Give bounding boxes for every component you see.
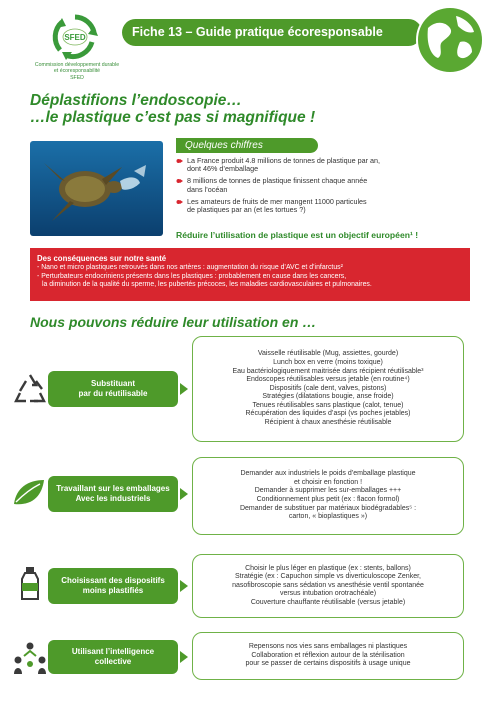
section-title: Nous pouvons réduire leur utilisation en … xyxy=(30,314,317,330)
logo-text: SFED xyxy=(64,33,86,42)
fiche-banner: Fiche 13 – Guide pratique écoresponsable xyxy=(122,19,422,46)
bullet-icon xyxy=(176,158,183,164)
strategy-item: Vaisselle réutilisable (Mug, assiettes, gourde) xyxy=(257,350,399,358)
strategy-item: Demander de substituer par matériaux biodégradables⁵ : xyxy=(239,504,417,512)
strategy-item: Demander aux industriels le poids d’emballage plastique xyxy=(240,470,416,478)
strategy-item: Eau bactériologiquement maitrisée dans récipient réutilisable³ xyxy=(232,367,424,375)
strategy-item: pour se passer de certains dispositifs à usage unique xyxy=(245,660,411,668)
label-line: Choisissant des dispositifs xyxy=(61,576,165,585)
label-line: collective xyxy=(94,657,132,666)
fact-item xyxy=(176,177,476,194)
health-line: - Nano et micro plastiques retrouvés dans nos artères : augmentation du risque d’AVC et d’infarctus² xyxy=(37,264,343,271)
strategy-box-collective xyxy=(192,632,464,680)
fact-line: Les amateurs de fruits de mer mangent 11000 particules xyxy=(187,196,367,206)
arrow-icon xyxy=(180,383,188,395)
leaf-icon xyxy=(10,474,46,510)
strategy-label-packaging xyxy=(48,476,178,512)
health-line: - Perturbateurs endocriniens présents dans les plastiques : probablement en cause dans les cancers, xyxy=(37,272,347,280)
strategy-item: Récupération des liquides d’aspi (vs poches jetables) xyxy=(245,410,411,418)
health-consequences-box xyxy=(30,248,470,301)
strategy-item: versus intubation orotrachéale) xyxy=(279,590,377,598)
arrow-icon xyxy=(180,580,188,592)
organization-name xyxy=(12,62,142,81)
bullet-icon xyxy=(176,178,183,184)
facts-heading: Quelques chiffres xyxy=(176,138,318,153)
strategy-item: Stratégies (dilatations bougie, anse froide) xyxy=(262,393,394,401)
fact-line: dans l’océan xyxy=(187,184,228,194)
facts-list xyxy=(176,157,476,218)
team-icon xyxy=(12,640,48,676)
strategy-item: Demander à supprimer les sur-emballages +++ xyxy=(254,487,402,495)
fact-line: dont 46% d’emballage xyxy=(187,164,259,174)
globe-icon xyxy=(416,6,484,74)
title-line-1: Déplastifions l’endoscopie… xyxy=(30,92,242,109)
main-title xyxy=(30,92,470,126)
recycle-icon xyxy=(12,371,48,407)
strategy-label-collective xyxy=(48,640,178,674)
label-line: Substituant xyxy=(91,379,135,388)
fact-item xyxy=(176,157,476,174)
strategy-item: Dispositifs (cale dent, valves, pistons) xyxy=(269,384,387,392)
strategy-item: Endoscopes réutilisables versus jetable (en routine⁴) xyxy=(246,376,410,384)
strategy-item: Choisir le plus léger en plastique (ex : stents, ballons) xyxy=(245,564,411,572)
strategy-item: nasofibroscopie sans sédation vs anesthésie ventil spontanée xyxy=(232,581,424,589)
fact-line: La France produit 4.8 millions de tonnes de plastique par an, xyxy=(187,156,380,165)
strategy-box-devices xyxy=(192,554,464,618)
label-line: Utilisant l’intelligence xyxy=(71,647,155,656)
strategy-item: Collaboration et réflexion autour de la stérilisation xyxy=(251,651,405,659)
sfed-logo xyxy=(48,14,102,60)
strategy-item: et choisir en fonction ! xyxy=(293,478,363,486)
org-line: et écoresponsabilité xyxy=(53,68,101,75)
bullet-icon xyxy=(176,199,183,205)
org-line: Commission développement durable xyxy=(34,62,120,68)
objective-text: Réduire l’utilisation de plastique est un objectif européen¹ ! xyxy=(176,230,419,240)
strategy-item: Récipient à chaux anesthésie réutilisable xyxy=(264,419,392,427)
strategy-item: Tenues réutilisables sans plastique (calot, tenue) xyxy=(252,401,404,409)
label-line: Avec les industriels xyxy=(75,494,151,503)
strategy-label-devices xyxy=(48,568,178,604)
fact-line: de plastiques par an (et les tortues ?) xyxy=(187,205,306,215)
strategy-item: Stratégie (ex : Capuchon simple vs diverticuloscope Zenker, xyxy=(235,573,421,581)
strategy-item: carton, « bioplastiques ») xyxy=(288,513,368,521)
label-line: Travaillant sur les emballages xyxy=(56,484,170,493)
label-line: par du réutilisable xyxy=(78,389,148,398)
title-line-2: …le plastique c’est pas si magnifique ! xyxy=(30,109,316,126)
health-line: la diminution de la qualité du sperme, les pubertés précoces, les maladies cardiovasculaires et pulmonaires. xyxy=(42,281,372,289)
strategy-item: Repensons nos vies sans emballages ni plastiques xyxy=(248,643,408,651)
fact-item xyxy=(176,198,476,215)
org-line: SFED xyxy=(70,74,84,81)
label-line: moins plastifiés xyxy=(82,586,144,595)
health-title: Des conséquences sur notre santé xyxy=(37,254,167,263)
strategy-label-reuse xyxy=(48,371,178,407)
strategy-item: Couverture chauffante réutilisable (versus jetable) xyxy=(250,598,406,606)
fact-line: 8 millions de tonnes de plastique finissent chaque année xyxy=(187,176,368,186)
strategy-item: Lunch box en verre (moins toxique) xyxy=(273,358,383,366)
strategy-box-reuse xyxy=(192,336,464,442)
strategy-item: Conditionnement plus petit (ex : flacon formol) xyxy=(256,496,400,503)
bottle-icon xyxy=(12,565,48,601)
arrow-icon xyxy=(180,651,188,663)
strategy-box-packaging xyxy=(192,457,464,535)
arrow-icon xyxy=(180,488,188,500)
turtle-photo xyxy=(30,141,163,236)
